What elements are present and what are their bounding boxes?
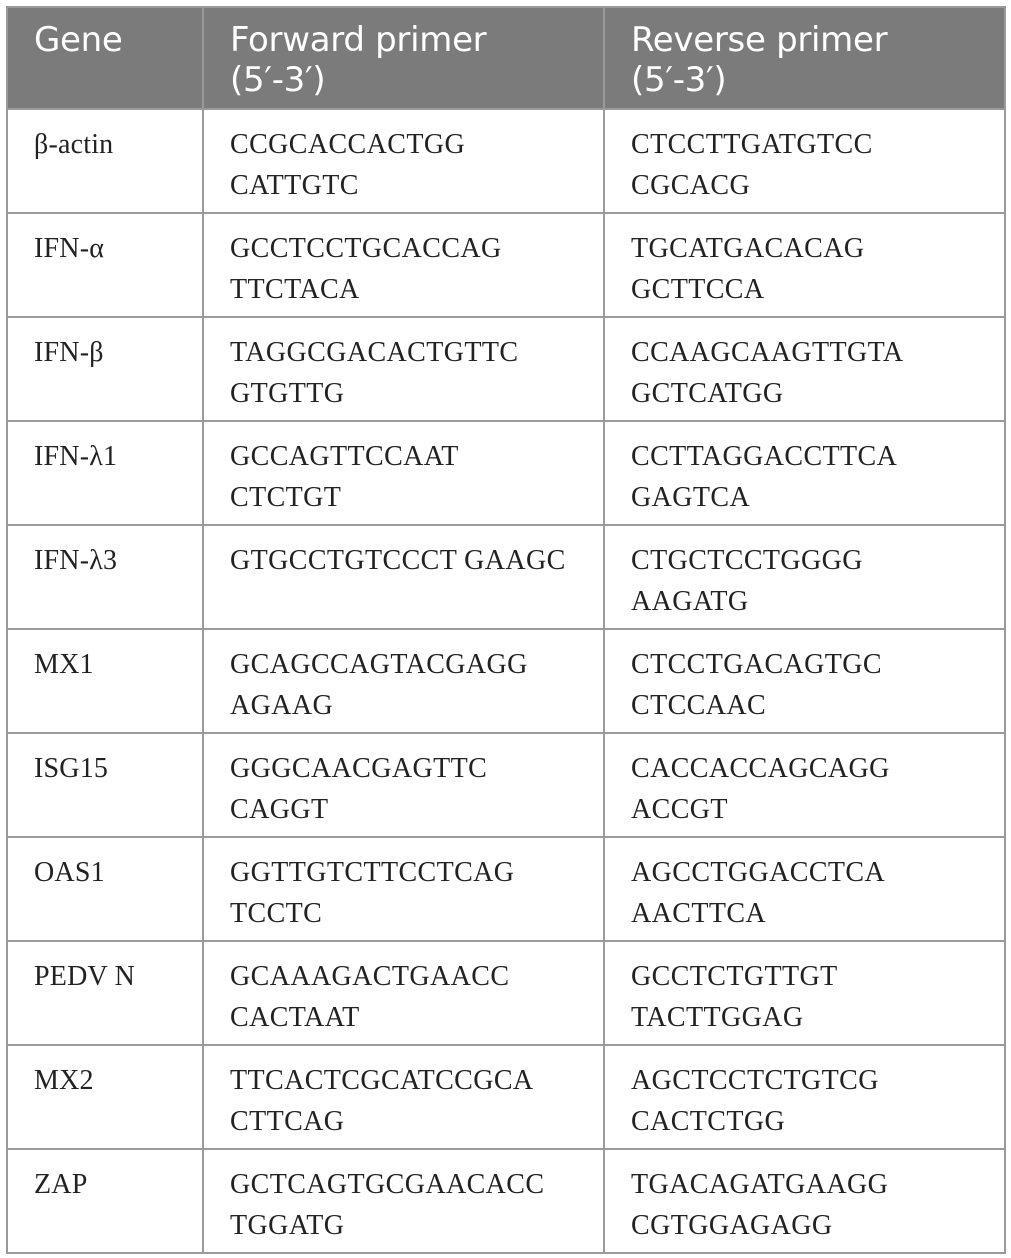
- gene-cell: ZAP: [7, 1149, 203, 1253]
- gene-cell: MX2: [7, 1045, 203, 1149]
- reverse-primer-cell: TGCATGACACAG GCTTCCA: [604, 213, 1005, 317]
- table-row: [7, 629, 1005, 733]
- gene-cell: IFN-α: [7, 213, 203, 317]
- forward-primer-cell: GTGCCTGTCCCT GAAGC: [203, 525, 604, 629]
- forward-primer-cell: GCCAGTTCCAAT CTCTGT: [203, 421, 604, 525]
- reverse-primer-cell: CTGCTCCTGGGG AAGATG: [604, 525, 1005, 629]
- table-row: [7, 213, 1005, 317]
- gene-cell: IFN-λ1: [7, 421, 203, 525]
- header-reverse-primer: Reverse primer (5′-3′): [604, 7, 1005, 109]
- reverse-primer-cell: CTCCTTGATGTCC CGCACG: [604, 109, 1005, 213]
- forward-primer-cell: CCGCACCACTGG CATTGTC: [203, 109, 604, 213]
- primer-table: [6, 6, 1006, 1254]
- header-gene: Gene: [7, 7, 203, 109]
- forward-primer-cell: GCCTCCTGCACCAG TTCTACA: [203, 213, 604, 317]
- reverse-primer-cell: AGCTCCTCTGTCG CACTCTGG: [604, 1045, 1005, 1149]
- table-row: [7, 109, 1005, 213]
- reverse-primer-cell: GCCTCTGTTGT TACTTGGAG: [604, 941, 1005, 1045]
- gene-cell: IFN-λ3: [7, 525, 203, 629]
- reverse-primer-cell: CACCACCAGCAGG ACCGT: [604, 733, 1005, 837]
- table-row: [7, 1149, 1005, 1253]
- reverse-primer-cell: CCAAGCAAGTTGTA GCTCATGG: [604, 317, 1005, 421]
- forward-primer-cell: TTCACTCGCATCCGCA CTTCAG: [203, 1045, 604, 1149]
- gene-cell: MX1: [7, 629, 203, 733]
- table-row: [7, 1045, 1005, 1149]
- table-body: [7, 109, 1005, 1253]
- reverse-primer-cell: AGCCTGGACCTCA AACTTCA: [604, 837, 1005, 941]
- table-row: [7, 525, 1005, 629]
- table-row: [7, 941, 1005, 1045]
- gene-cell: ISG15: [7, 733, 203, 837]
- table-row: [7, 837, 1005, 941]
- forward-primer-cell: GCAGCCAGTACGAGG AGAAG: [203, 629, 604, 733]
- table-header: [7, 7, 1005, 109]
- forward-primer-cell: GGTTGTCTTCCTCAG TCCTC: [203, 837, 604, 941]
- header-forward-primer: Forward primer (5′-3′): [203, 7, 604, 109]
- table-row: [7, 317, 1005, 421]
- table-row: [7, 421, 1005, 525]
- header-row: [7, 7, 1005, 109]
- forward-primer-cell: GCTCAGTGCGAACACC TGGATG: [203, 1149, 604, 1253]
- forward-primer-cell: TAGGCGACACTGTTC GTGTTG: [203, 317, 604, 421]
- table-row: [7, 733, 1005, 837]
- gene-cell: PEDV N: [7, 941, 203, 1045]
- reverse-primer-cell: TGACAGATGAAGG CGTGGAGAGG: [604, 1149, 1005, 1253]
- reverse-primer-cell: CCTTAGGACCTTCA GAGTCA: [604, 421, 1005, 525]
- forward-primer-cell: GCAAAGACTGAACC CACTAAT: [203, 941, 604, 1045]
- gene-cell: IFN-β: [7, 317, 203, 421]
- reverse-primer-cell: CTCCTGACAGTGC CTCCAAC: [604, 629, 1005, 733]
- gene-cell: OAS1: [7, 837, 203, 941]
- gene-cell: β-actin: [7, 109, 203, 213]
- forward-primer-cell: GGGCAACGAGTTC CAGGT: [203, 733, 604, 837]
